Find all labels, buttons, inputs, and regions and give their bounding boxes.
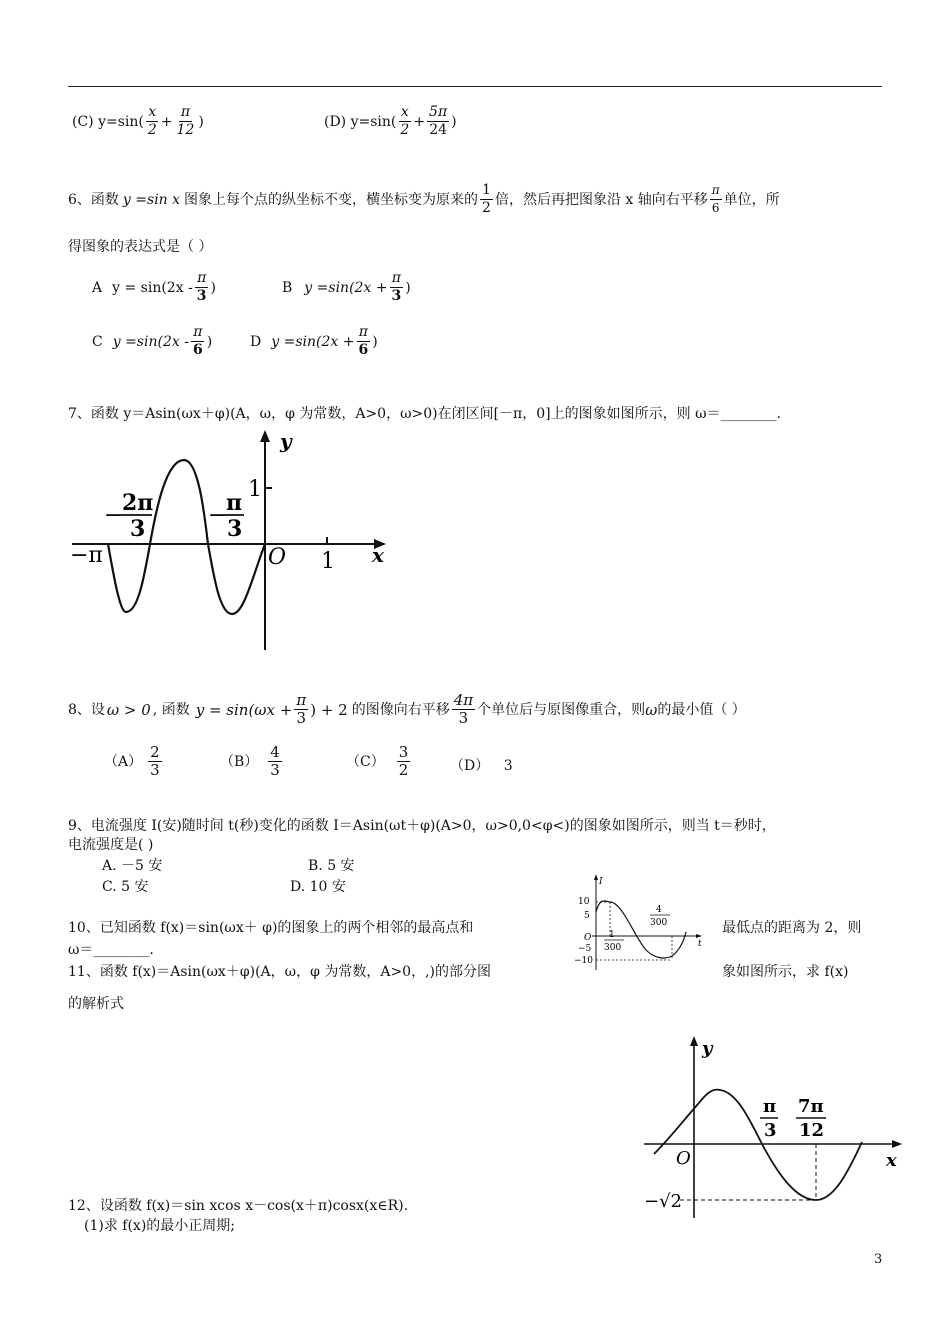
q7-label-minus2: −: [208, 503, 227, 528]
q7-label-one-y: 1: [248, 477, 262, 502]
q9-label-10: 10: [578, 897, 590, 907]
q11-pi3-den: 3: [764, 1120, 777, 1141]
q6-line1: 6、函数 y =sin x 图象上每个点的纵坐标不变，横坐标变为原来的 $\frac{1}{2}$ 倍，然后再把图象沿 x 轴向右平移 $\frac{\pi}{6}$ 单位，所: [68, 182, 780, 216]
page-number: 3: [874, 1252, 883, 1267]
q9-label-t: t: [698, 939, 702, 949]
q11-7pi12-num: 7π: [798, 1096, 824, 1117]
q9-label-n5: −5: [578, 944, 592, 954]
q11-7pi12-den: 12: [799, 1120, 825, 1141]
q6-option-a: A y = sin(2x - $\frac{\pi}{3}$ ): [92, 270, 217, 304]
q7-y-arrow: [260, 430, 270, 442]
q10-line1: 10、已知函数 f(x)＝sin(ωx＋ φ)的图象上的两个相邻的最高点和: [68, 920, 474, 936]
q11-neg-sqrt2: −√2: [644, 1191, 683, 1212]
q9-label-o: O: [584, 933, 592, 943]
q11-graph: [636, 1032, 906, 1224]
q12-line2: (1)求 f(x)的最小正周期;: [84, 1218, 235, 1234]
q11-label-y: y: [702, 1038, 713, 1059]
q9-tick4-den: 300: [650, 918, 668, 928]
q11-pi3-num: π: [763, 1096, 777, 1117]
q7-label-y: y: [280, 429, 292, 453]
q10-right: 最低点的距离为 2，则: [722, 920, 862, 936]
q9-label-n10: −10: [574, 956, 593, 966]
q9-option-d: D. 10 安: [290, 879, 346, 895]
q11-line2: 的解析式: [68, 996, 124, 1012]
q6-option-c: C y =sin(2x - $\frac{\pi}{6}$ ): [92, 324, 213, 358]
q7-label-2pi-den: 3: [130, 516, 146, 542]
q9-option-b: B. 5 安: [308, 858, 355, 874]
q8-option-a: （A） $\frac{2}{3}$: [104, 743, 160, 779]
q9-line2: 电流强度是( ): [68, 837, 154, 853]
q9-option-a: A. －5 安: [102, 858, 163, 874]
q8-option-b: （B） $\frac{4}{3}$: [220, 743, 280, 779]
q7-label-one-x: 1: [321, 549, 335, 574]
q7-graph: [68, 428, 398, 654]
q11-line1: 11、函数 f(x)＝Asin(ωx＋φ)(A，ω，φ 为常数，A>0，,)的部分图: [68, 964, 491, 980]
q6-option-b: B y =sin(2x + $\frac{\pi}{3}$ ): [282, 270, 411, 304]
q9-line1: 9、电流强度 I(安)随时间 t(秒)变化的函数 I＝Asin(ωt＋φ)(A>0，ω>0,0<φ<)的图象如图所示，则当 t＝秒时，: [68, 818, 776, 834]
q5-option-c: (C) y=sin( $\frac{x}{2}$ + $\frac{\pi}{12}$ ): [72, 104, 204, 138]
q7-label-minus1: −: [104, 503, 123, 528]
q9-label-5: 5: [584, 911, 590, 921]
q6-line2: 得图象的表达式是（ ）: [68, 239, 213, 255]
header-rule: [68, 86, 882, 87]
q6-option-d: D y =sin(2x + $\frac{\pi}{6}$ ): [250, 324, 378, 358]
q8-option-d: （D） 3: [450, 758, 513, 774]
q11-label-x: x: [886, 1150, 897, 1171]
q7-label-x: x: [372, 543, 384, 567]
q7-label-origin: O: [268, 545, 287, 570]
q5-option-d: (D) y=sin( $\frac{x}{2}$ + $\frac{5\pi}{24}$ ): [324, 104, 457, 138]
q7-label-pi-num: π: [226, 490, 243, 516]
q9-tick1-den: 300: [604, 943, 622, 953]
q9-graph: [572, 872, 712, 972]
q5-d-label: (D) y=sin(: [324, 113, 397, 130]
q7-text: 7、函数 y＝Asin(ωx＋φ)(A，ω，φ 为常数，A>0，ω>0)在闭区间[－π，0]上的图象如图所示，则 ω＝________.: [68, 406, 781, 422]
q7-label-2pi-num: 2π: [122, 490, 154, 516]
q11-curve: [654, 1090, 862, 1200]
q9-tick1-num: 1: [609, 930, 615, 940]
q5-c-label: (C) y=sin(: [72, 113, 144, 130]
q9-option-c: C. 5 安: [102, 879, 149, 895]
q9-label-i: I: [599, 877, 603, 887]
q8-text: 8、设 ω > 0 , 函数 y = sin(ωx + $\frac{\pi}{3}$ ) + 2 的图像向右平移 $\frac{4\pi}{3}$ 个单位后与原图像重合，则 ω 的最小值（ ）: [68, 691, 746, 727]
q9-tick4-num: 4: [656, 905, 662, 915]
q7-label-pi-den: 3: [227, 516, 243, 542]
q12-line1: 12、设函数 f(x)＝sin xcos x－cos(x＋π)cosx(x∈R).: [68, 1198, 409, 1214]
q10-line2: ω＝________.: [68, 942, 154, 958]
q11-label-o: O: [676, 1148, 691, 1169]
q8-option-c: （C） $\frac{3}{2}$: [346, 743, 409, 779]
q7-label-neg-pi: −π: [70, 543, 103, 568]
q11-right: 象如图所示，求 f(x): [722, 964, 849, 980]
